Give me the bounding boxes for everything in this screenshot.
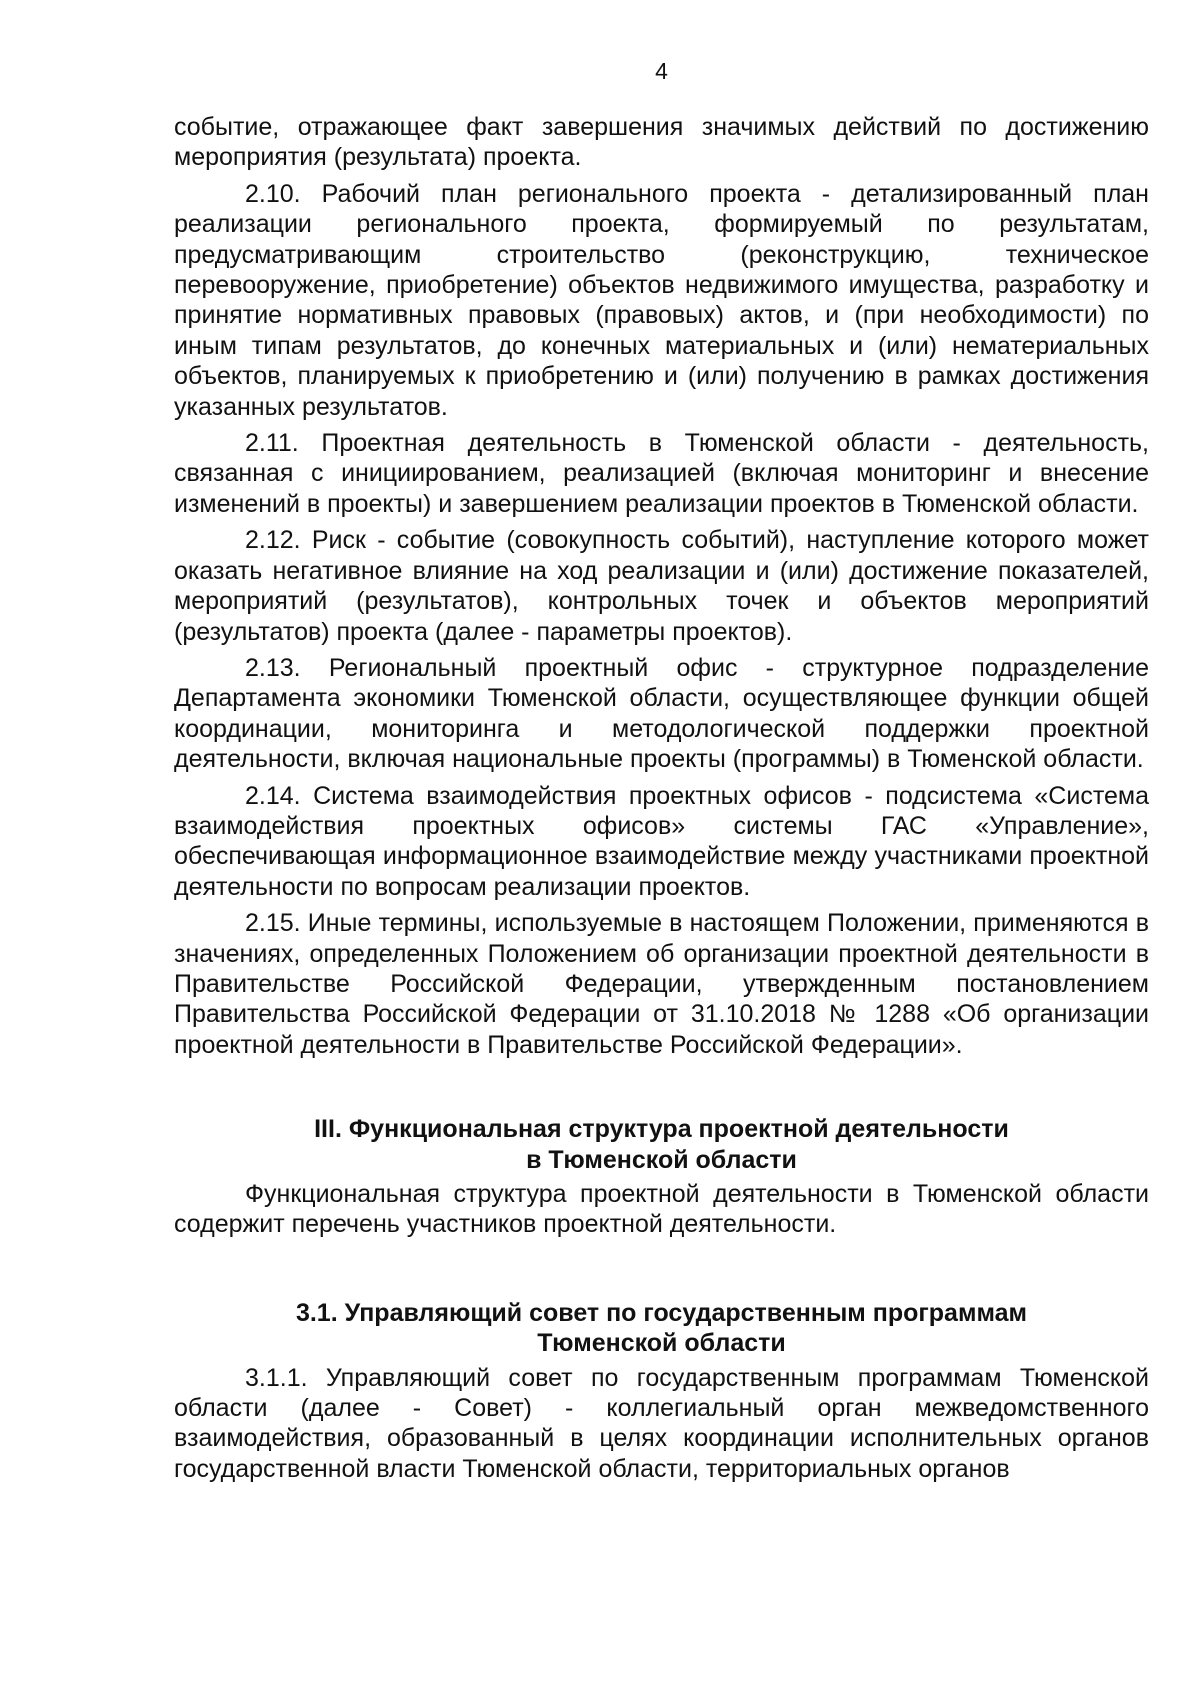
- paragraph-2-13: 2.13. Региональный проектный офис - структурное подразделение Департамента экономики Тюменской области, осуществляющее функции общей координации, мониторинга и методологической поддержки проектной деятельности, включая национальные проекты (программы) в Тюменской области.: [174, 653, 1149, 774]
- paragraph-intro: событие, отражающее факт завершения значимых действий по достижению мероприятия (результата) проекта.: [174, 113, 1149, 172]
- section-3-1-heading: [174, 1298, 1149, 1359]
- paragraph-3-1-1: 3.1.1. Управляющий совет по государственным программам Тюменской области (далее - Совет) - коллегиальный орган межведомственного взаимодействия, образованный в целях координации исполнительных органов государственной власти Тюменской области, территориальных органов: [174, 1363, 1149, 1483]
- section-3-1-heading-line2: Тюменской области: [537, 1329, 786, 1358]
- page-number: 4: [655, 58, 668, 84]
- section-3-1-heading-line1: 3.1. Управляющий совет по государственным программам: [295, 1298, 1028, 1327]
- paragraph-2-10: 2.10. Рабочий план регионального проекта - детализированный план реализации регионального проекта, формируемый по результатам, предусматривающим строительство (реконструкцию, техническое перевооружение, приобретение) объектов недвижимого имущества, разработку и принятие нормативных правовых (правовых) актов, и (при необходимости) по иным типам результатов, до конечных материальных и (или) нематериальных объектов, планируемых к приобретению и (или) получению в рамках достижения указанных результатов.: [174, 179, 1149, 421]
- paragraph-2-14: 2.14. Система взаимодействия проектных офисов - подсистема «Система взаимодействия проектных офисов» системы ГАС «Управление», обеспечивающая информационное взаимодействие между участниками проектной деятельности по вопросам реализации проектов.: [174, 781, 1149, 901]
- section-3-heading: [174, 1114, 1149, 1175]
- section-3-heading-line1: III. Функциональная структура проектной деятельности: [314, 1115, 1009, 1144]
- paragraph-2-12: 2.12. Риск - событие (совокупность событий), наступление которого может оказать негативное влияние на ход реализации и (или) достижение показателей, мероприятий (результатов), контрольных точек и объектов мероприятий (результатов) проекта (далее - параметры проектов).: [174, 526, 1149, 646]
- paragraph-section-3-intro: Функциональная структура проектной деятельности в Тюменской области содержит перечень участников проектной деятельности.: [174, 1180, 1149, 1239]
- document-body: [174, 112, 1149, 1484]
- section-3-heading-line2: в Тюменской области: [526, 1145, 797, 1174]
- paragraph-2-11: 2.11. Проектная деятельность в Тюменской области - деятельность, связанная с инициированием, реализацией (включая мониторинг и внесение изменений в проекты) и завершением реализации проектов в Тюменской области.: [174, 429, 1149, 518]
- paragraph-2-15: 2.15. Иные термины, используемые в настоящем Положении, применяются в значениях, определенных Положением об организации проектной деятельности в Правительстве Российской Федерации, утвержденным постановлением Правительства Российской Федерации от 31.10.2018 № 1288 «Об организации проектной деятельности в Правительстве Российской Федерации».: [174, 909, 1149, 1059]
